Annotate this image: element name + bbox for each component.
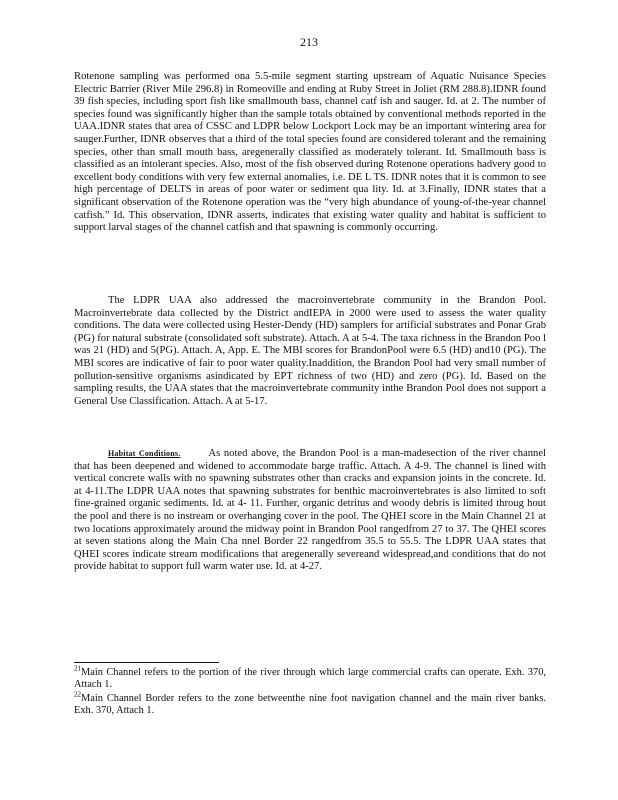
habitat-text: As noted above, the Brandon Pool is a man-madesection of the river channel that has been deepened and widened to accommodate barge traffic. Attach. A 4-9. The channel is lined with vertical concrete walls with no spawning substrates other than cracks and expansion joints in the concrete. Id. at 4-11.The LDPR UAA notes that spawning substrates for benthic macroinvertebrates is also limited to soft fine-grained organic sediments. Id. at 4- 11. Further, organic detritus and woody debris is limited throug hout the pool and there is no instream or overhanging cover in the pool. The QHEI score in the Main Channel 21 at two locations approximately around the midway point in Brandon Pool rangedfrom 27 to 37. The QHEI scores at seven stations along the Main Cha nnel Border 22 rangedfrom 35.5 to 55.5. The LDPR UAA states that QHEI scores indicate stream modifications that aregenerally severeand widespread,and conditions that do not provide habitat to support full warm water use. Id. at 4-27.	[74, 448, 547, 573]
footnote-marker: 21	[74, 664, 81, 673]
habitat-heading: Habitat Conditions.	[108, 449, 181, 458]
footnotes	[74, 664, 546, 719]
footnote-text: Main Channel Border refers to the zone betweenthe nine foot navigation channel and the main river banks. Exh. 370, Attach 1.	[74, 692, 546, 717]
footnote-marker: 22	[74, 690, 81, 699]
paragraph-habitat-conditions	[74, 448, 546, 574]
footnote-text: Main Channel refers to the portion of the river through which large commercial crafts can operate. Exh. 370, Attach 1.	[74, 667, 546, 691]
footnote-divider	[74, 662, 219, 663]
footnote-22	[74, 690, 546, 718]
page-number: 213	[300, 35, 318, 49]
paragraph-rotenone-sampling: Rotenone sampling was performed ona 5.5-mile segment starting upstream of Aquatic Nuisance Species Electric Barrier (River Mile 296.8) in Romeoville and ending at Ruby Street in Joliet (RM 288.8).IDNR found 39 fish species, including sport fish like smallmouth bass, channel catf ish and sauger. Id. at 2. The number of species found was significantly higher than the sample totals obtained by conventional methods reported in the UAA.IDNR states that area of CSSC and LDPR below Lockport Lock may be an important wintering area for sauger.Further, IDNR observes that a third of the total species found are considered tolerant and the remaining species, other than small mouth bass, aregenerally classified as moderately tolerant. Id. Smallmouth bass is classified as an intolerant species. Also, most of the fish observed during Rotenone operations hadvery good to excellent body conditions with very few external anomalies, i.e. DE L TS. IDNR notes that it is common to see high percentage of DELTS in areas of poor water or sediment qua lity. Id. at 3.Finally, IDNR states that a significant observation of the Rotenone operation was the “very high abundance of young-of-the-year channel catfish.” Id. This observation, IDNR asserts, indicates that existing water quality and habitat is sufficient to support larval stages of the channel catfish and that spawning is commonly occurring.	[74, 71, 546, 234]
footnote-21	[74, 664, 546, 692]
paragraph-macroinvertebrate: The LDPR UAA also addressed the macroinvertebrate community in the Brandon Pool. Macroinvertebrate data collected by the District andIEPA in 2000 were used to assess the water quality conditions. The data were collected using Hester-Dendy (HD) samplers for artificial substrates and Ponar Grab (PG) for natural substrate (consolidated soft substrate). Attach. A at 5-4. The taxa richness in the Brandon Poo l was 21 (HD) and 5(PG). Attach. A, App. E. The MBI scores for BrandonPool were 6.5 (HD) and10 (PG). The MBI scores are indicative of fair to poor water quality.Inaddition, the Brandon Pool had very small number of pollution-sensitive organisms asindicated by EPT richness of two (HD) and zero (PG). Id. Based on the sampling results, the UAA states that the macroinvertebrate community inthe Brandon Pool does not support a General Use Classification. Attach. A at 5-17.	[74, 295, 546, 407]
